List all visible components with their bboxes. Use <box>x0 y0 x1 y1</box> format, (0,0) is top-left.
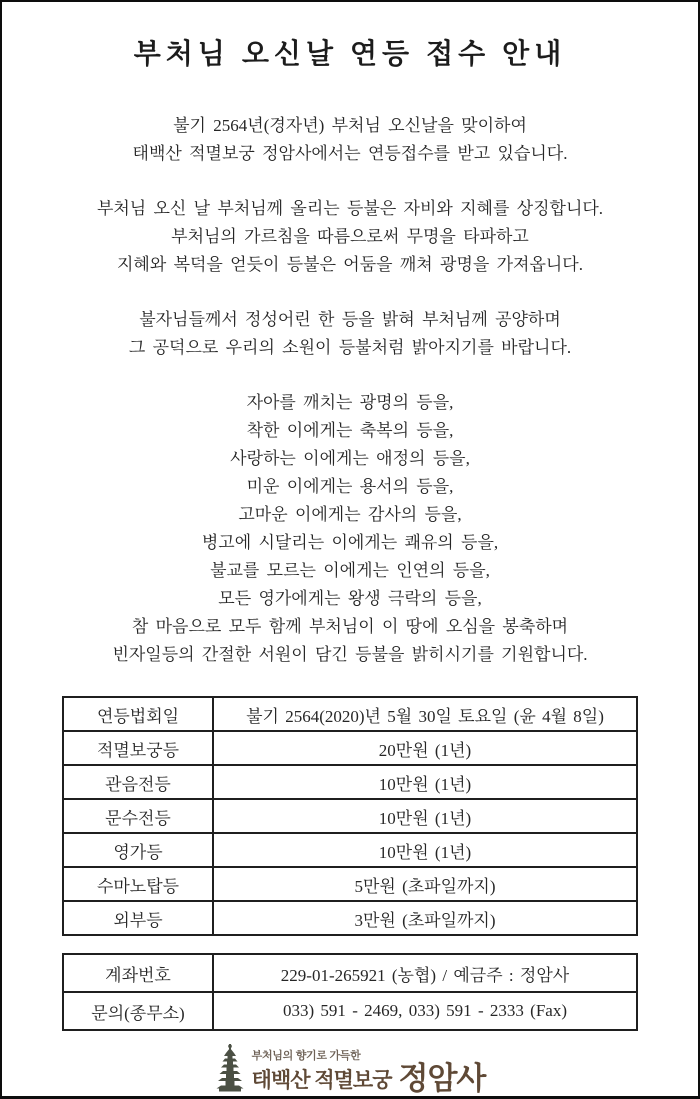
poem-line: 불교를 모르는 이에게는 인연의 등을, <box>210 561 490 580</box>
row-value: 229-01-265921 (농협) / 예금주 : 정암사 <box>213 954 637 992</box>
row-label: 문의(종무소) <box>63 992 213 1030</box>
temple-logo <box>2 1044 698 1097</box>
row-value: 10만원 (1년) <box>213 799 637 833</box>
table-row <box>63 954 637 992</box>
logo-name-row <box>251 1061 486 1096</box>
logo-text-block <box>252 1047 486 1094</box>
row-value: 10만원 (1년) <box>213 833 637 867</box>
poem-line: 병고에 시달리는 이에게는 쾌유의 등을, <box>201 533 499 552</box>
row-value: 3만원 (초파일까지) <box>213 901 637 935</box>
contact-table <box>62 953 638 1031</box>
poem-line: 자아를 깨치는 광명의 등을, <box>246 393 454 412</box>
row-label: 수마노탑등 <box>63 867 213 901</box>
poem-line: 착한 이에게는 축복의 등을, <box>246 421 454 440</box>
row-value: 20만원 (1년) <box>213 731 637 765</box>
intro-paragraph <box>2 112 698 168</box>
table-row <box>63 697 637 731</box>
table-row <box>63 901 637 935</box>
temple-name-text: 정암사 <box>398 1061 486 1096</box>
offering-paragraph <box>2 306 698 362</box>
table-row <box>63 992 637 1030</box>
row-value: 불기 2564(2020)년 5월 30일 토요일 (윤 4월 8일) <box>213 697 637 731</box>
poem-line: 미운 이에게는 용서의 등을, <box>246 477 454 496</box>
table-row <box>63 799 637 833</box>
text-line: 그 공덕으로 우리의 소원이 등불처럼 밝아지기를 바랍니다. <box>128 338 572 357</box>
row-label: 연등법회일 <box>63 697 213 731</box>
text-line: 태백산 적멸보궁 정암사에서는 연등접수를 받고 있습니다. <box>132 144 568 163</box>
notice-document <box>2 2 698 1097</box>
poem-line: 참 마음으로 모두 함께 부처님이 이 땅에 오심을 봉축하며 <box>131 617 569 636</box>
text-line: 불기 2564년(경자년) 부처님 오신날을 맞이하여 <box>173 116 527 135</box>
pagoda-icon <box>215 1044 245 1097</box>
text-line: 부처님 오신 날 부처님께 올리는 등불은 자비와 지혜를 상징합니다. <box>96 199 604 218</box>
row-value: 033) 591 - 2469, 033) 591 - 2333 (Fax) <box>213 992 637 1030</box>
poem-line: 사랑하는 이에게는 애정의 등을, <box>230 449 470 468</box>
text-line: 불자님들께서 정성어린 한 등을 밝혀 부처님께 공양하며 <box>139 310 561 329</box>
table-row <box>63 765 637 799</box>
page-title: 부처님 오신날 연등 접수 안내 <box>133 39 567 70</box>
text-line: 지혜와 복덕을 얻듯이 등불은 어둠을 깨쳐 광명을 가져옵니다. <box>117 255 583 274</box>
meaning-paragraph <box>2 195 698 279</box>
row-label: 계좌번호 <box>63 954 213 992</box>
table-row <box>63 833 637 867</box>
row-label: 외부등 <box>63 901 213 935</box>
table-row <box>63 731 637 765</box>
lantern-poem <box>2 389 698 669</box>
row-label: 영가등 <box>63 833 213 867</box>
temple-location-text: 태백산 적멸보궁 <box>251 1069 392 1092</box>
poem-line: 모든 영가에게는 왕생 극락의 등을, <box>218 589 482 608</box>
row-value: 10만원 (1년) <box>213 765 637 799</box>
logo-tagline: 부처님의 향기로 가득한 <box>251 1050 361 1062</box>
table-row <box>63 867 637 901</box>
poem-line: 고마운 이에게는 감사의 등을, <box>238 505 462 524</box>
lantern-price-table <box>62 696 638 936</box>
poem-line: 빈자일등의 간절한 서원이 담긴 등불을 밝히시기를 기원합니다. <box>112 645 588 664</box>
row-label: 문수전등 <box>63 799 213 833</box>
row-label: 적멸보궁등 <box>63 731 213 765</box>
text-line: 부처님의 가르침을 따름으로써 무명을 타파하고 <box>171 227 529 246</box>
row-value: 5만원 (초파일까지) <box>213 867 637 901</box>
row-label: 관음전등 <box>63 765 213 799</box>
